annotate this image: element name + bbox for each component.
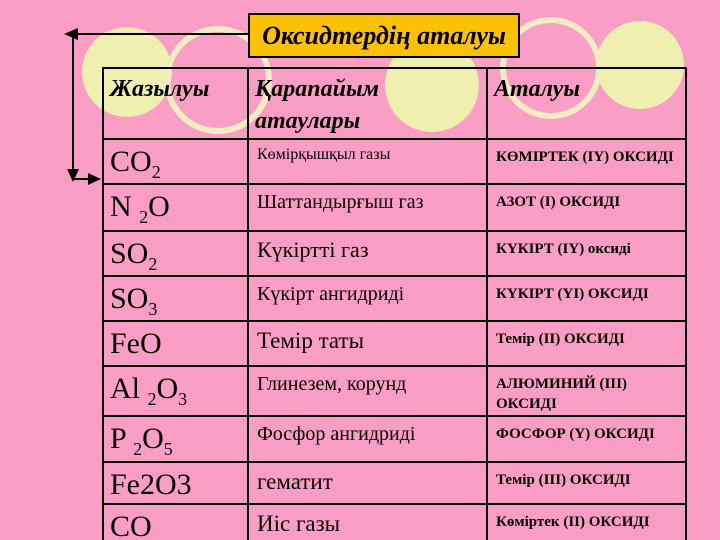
- table-header-row: [103, 68, 686, 139]
- common-name-cell: гематит: [248, 462, 487, 504]
- table-row: [103, 139, 686, 184]
- oxide-name-cell: Темір (ІІ) ОКСИДІ: [487, 321, 686, 366]
- common-name-cell: Күкірт ангидриді: [248, 276, 487, 321]
- table-row: [103, 366, 686, 416]
- oxide-name-cell: КӨМІРТЕК (ІҮ) ОКСИДІ: [487, 139, 686, 184]
- oxide-name-cell: ФОСФОР (Ү) ОКСИДІ: [487, 416, 686, 462]
- header-common-names: Қарапайым атаулары: [248, 68, 487, 139]
- formula-cell: CO: [103, 504, 248, 540]
- slide-title-text: Оксидтердің аталуы: [262, 20, 506, 50]
- common-name-cell: Көмірқышқыл газы: [248, 139, 487, 184]
- header-naming: Аталуы: [487, 68, 686, 139]
- table-row: [103, 276, 686, 321]
- oxides-table: [102, 67, 687, 540]
- oxide-name-cell: Темір (ІІІ) ОКСИДІ: [487, 462, 686, 504]
- table-row: [103, 184, 686, 231]
- formula-cell: Al $_2O_3$: [103, 366, 248, 416]
- common-name-cell: Күкіртті газ: [248, 231, 487, 276]
- oxide-name-cell: КҮКІРТ (ІҮ) оксиді: [487, 231, 686, 276]
- oxide-name-cell: АЛЮМИНИЙ (ІІІ) ОКСИДІ: [487, 366, 686, 416]
- header-written-form: Жазылуы: [103, 68, 248, 139]
- slide-title: [248, 13, 520, 58]
- common-name-cell: Шаттандырғыш газ: [248, 184, 487, 231]
- formula-cell: $SO_3$: [103, 276, 248, 321]
- table-row: [103, 416, 686, 462]
- table-row: [103, 231, 686, 276]
- table-body: [103, 139, 686, 540]
- formula-cell: Fe2O3: [103, 462, 248, 504]
- oxide-name-cell: Көміртек (ІІ) ОКСИДІ: [487, 504, 686, 540]
- formula-cell: FeO: [103, 321, 248, 366]
- common-name-cell: Фосфор ангидриді: [248, 416, 487, 462]
- oxide-name-cell: АЗОТ (І) ОКСИДІ: [487, 184, 686, 231]
- formula-cell: P $_2O_5$: [103, 416, 248, 462]
- common-name-cell: Темір таты: [248, 321, 487, 366]
- oxide-name-cell: КҮКІРТ (ҮІ) ОКСИДІ: [487, 276, 686, 321]
- common-name-cell: Глинезем, корунд: [248, 366, 487, 416]
- formula-cell: N $_2$O: [103, 184, 248, 231]
- table-row: [103, 462, 686, 504]
- table-row: [103, 321, 686, 366]
- table-row: [103, 504, 686, 540]
- formula-cell: $SO_2$: [103, 231, 248, 276]
- formula-cell: $CO_2$: [103, 139, 248, 184]
- common-name-cell: Иіс газы: [248, 504, 487, 540]
